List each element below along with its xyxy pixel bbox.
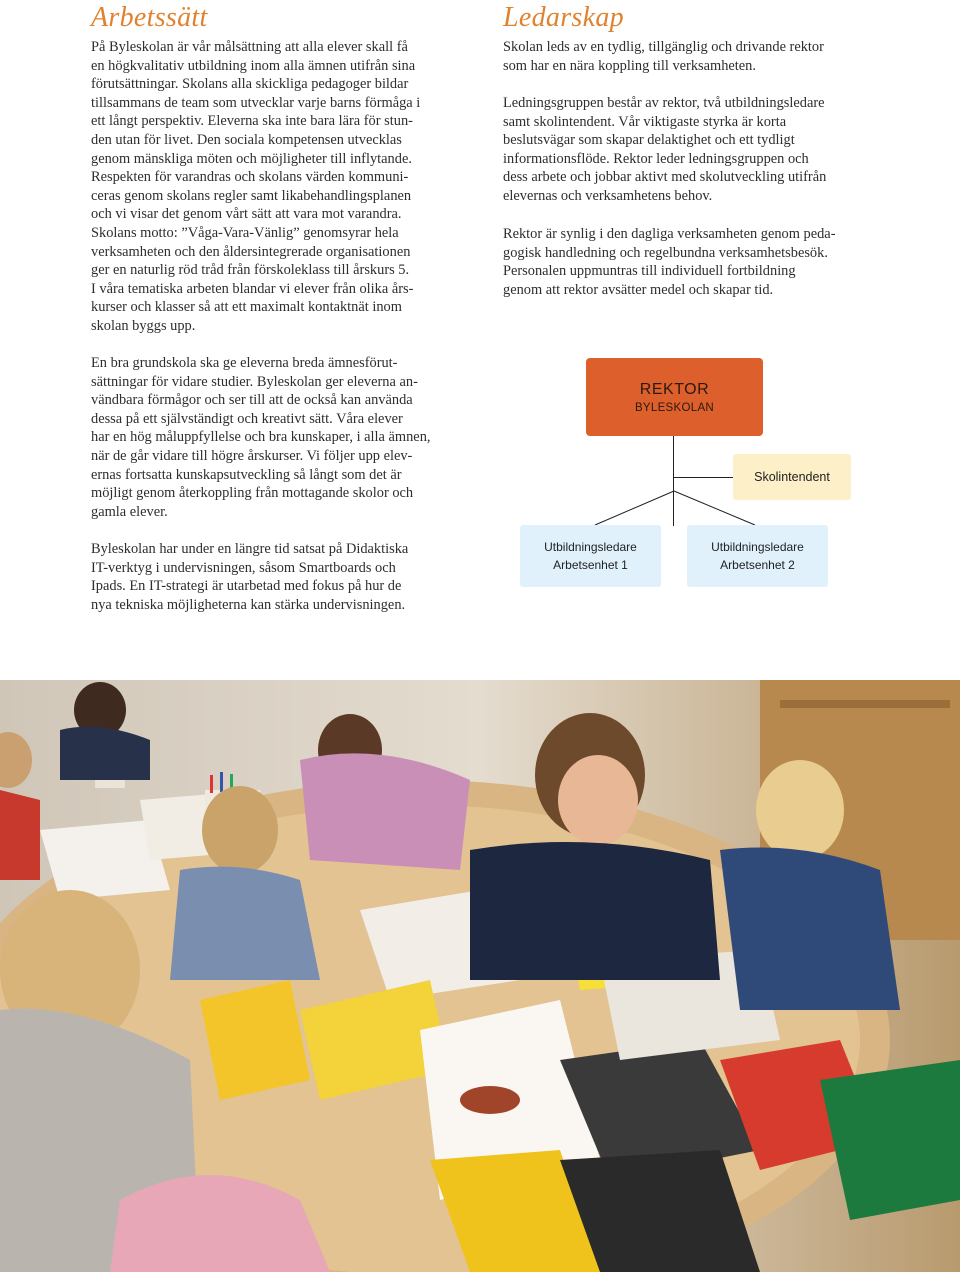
utbildningsledare-1-title: Utbildningsledare xyxy=(544,540,637,554)
text-line: tillsammans de team som utvecklar varje barns förmåga i xyxy=(91,94,421,111)
text-line: Skolans motto: ”Våga-Vara-Vänlig” genomsyrar hela xyxy=(91,224,399,241)
ledarskap-paragraph-1 xyxy=(503,38,903,75)
text-line: Respekten för varandras och skolans värden kommuni- xyxy=(91,169,409,186)
text-line: På Byleskolan är vår målsättning att alla elever skall få xyxy=(91,39,408,55)
text-line: när de går vidare till högre årskurser. Vi följer upp elev- xyxy=(91,447,413,464)
text-line: och vi visar det genom vårt sätt att vara mot varandra. xyxy=(91,206,402,223)
text-line: skolan byggs upp. xyxy=(91,317,196,334)
text-line: sättningar för vidare studier. Byleskolan ger eleverna an- xyxy=(91,373,418,390)
text-line: har en hög måluppfyllelse och bra kunskaper, i alla ämnen, xyxy=(91,429,431,446)
text-line: I våra tematiska arbeten blandar vi elever från olika års- xyxy=(91,280,414,297)
text-line: dess arbete och jobbar aktivt med skolutveckling utifrån xyxy=(503,169,827,186)
text-line: IT-verktyg i undervisningen, såsom Smartboards och xyxy=(91,559,396,576)
ledarskap-paragraph-3 xyxy=(503,225,903,299)
text-line: informationsflöde. Rektor leder ledningsgruppen och xyxy=(503,150,809,167)
arbetssatt-paragraph-1 xyxy=(91,38,471,336)
utbildningsledare-2-box xyxy=(687,525,828,587)
text-line: Rektor är synlig i den dagliga verksamheten genom peda- xyxy=(503,226,836,242)
text-line: genom att rektor avsätter medel och skapar tid. xyxy=(503,281,774,298)
utbildningsledare-2-unit: Arbetsenhet 2 xyxy=(720,558,795,572)
text-line: beslutsvägar som skapar delaktighet och ett tydligt xyxy=(503,132,795,149)
text-line: förutsättningar. Skolans alla skickliga pedagoger bildar xyxy=(91,76,409,93)
utbildningsledare-1-box xyxy=(520,525,661,587)
text-line: gamla elever. xyxy=(91,503,168,520)
text-line: Skolan leds av en tydlig, tillgänglig och drivande rektor xyxy=(503,39,824,55)
text-line: Ipads. En IT-strategi är utarbetad med fokus på hur de xyxy=(91,578,402,595)
rektor-box xyxy=(586,358,763,436)
arbetssatt-heading: Arbetssätt xyxy=(91,2,208,33)
arbetssatt-paragraph-3 xyxy=(91,540,471,614)
text-line: genom mänskliga möten och möjligheter till inflytande. xyxy=(91,150,412,167)
text-line: verksamheten och den åldersintegrerade organisationen xyxy=(91,243,411,260)
text-line: vändbara förmågor och ser till att de också kan använda xyxy=(91,392,413,409)
text-line: elevernas och verksamhetens behov. xyxy=(503,187,713,204)
ledarskap-heading: Ledarskap xyxy=(503,2,624,33)
text-line: ger en naturlig röd tråd från förskoleklass till årskurs 5. xyxy=(91,262,410,279)
text-line: kurser och klasser så att ett maximalt kontaktnät inom xyxy=(91,299,402,316)
text-line: dessa på ett självständigt och kreativt sätt. Våra elever xyxy=(91,410,403,427)
org-connector-to-skolintendent xyxy=(673,477,733,478)
utbildningsledare-2-title: Utbildningsledare xyxy=(711,540,804,554)
text-line: ett långt perspektiv. Eleverna ska inte bara lära för stun- xyxy=(91,113,413,130)
text-line: gogisk handledning och regelbundna verksamhetsbesök. xyxy=(503,244,828,261)
skolintendent-box xyxy=(733,454,851,500)
ledarskap-paragraph-2 xyxy=(503,94,903,206)
text-line: den utan för livet. Den sociala kompetensen utvecklas xyxy=(91,131,402,148)
text-line: En bra grundskola ska ge eleverna breda ämnesförut- xyxy=(91,355,398,371)
skolintendent-label: Skolintendent xyxy=(754,470,830,484)
text-line: ernas fortsatta kunskapsutveckling så långt som det är xyxy=(91,466,402,483)
text-line: som har en nära koppling till verksamheten. xyxy=(503,57,756,74)
text-line: Personalen uppmuntras till individuell fortbildning xyxy=(503,263,796,280)
utbildningsledare-1-unit: Arbetsenhet 1 xyxy=(553,558,628,572)
text-line: möjligt genom återkoppling från mottagande skolor och xyxy=(91,485,414,502)
rektor-subtitle: BYLESKOLAN xyxy=(634,401,715,414)
text-line: Byleskolan har under en längre tid satsat på Didaktiska xyxy=(91,541,409,557)
text-line: nya tekniska möjligheterna kan stärka undervisningen. xyxy=(91,596,406,613)
text-line: Ledningsgruppen består av rektor, två utbildningsledare xyxy=(503,95,825,111)
rektor-title: REKTOR xyxy=(639,380,710,398)
classroom-photo xyxy=(0,680,960,1272)
text-line: samt skolintendent. Vår viktigaste styrka är korta xyxy=(503,113,787,130)
text-line: en högkvalitativ utbildning inom alla ämnen utifrån sina xyxy=(91,57,416,74)
text-line: ceras genom skolans regler samt likabehandlingsplanen xyxy=(91,187,412,204)
arbetssatt-paragraph-2 xyxy=(91,354,471,521)
